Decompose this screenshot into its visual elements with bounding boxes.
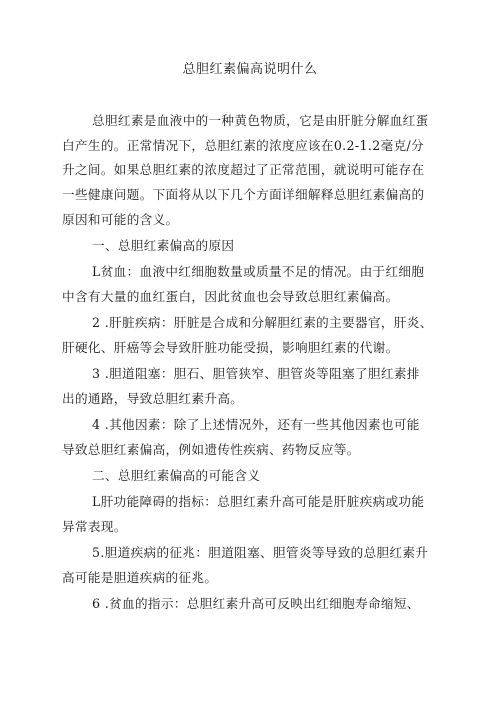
paragraph-line: 白产生的。正常情况下，总胆红素的浓度应该在0.2-1.2毫克/分 (62, 138, 425, 153)
section-heading: 一、总胆红素偏高的原因 (92, 238, 235, 253)
paragraph-line: 升之间。如果总胆红素的浓度超过了正常范围，就说明可能存在 (62, 162, 425, 177)
list-item-line: 5.胆道疾病的征兆：胆道阻塞、胆管炎等导致的总胆红素升 (92, 545, 429, 560)
paragraph-line: 原因和可能的含义。 (62, 212, 179, 227)
document-title: 总胆红素偏高说明什么 (182, 62, 318, 77)
list-item-line: L贫血：血液中红细胞数量或质量不足的情况。由于红细胞 (92, 264, 425, 279)
list-item-line: 出的通路，导致总胆红素升高。 (62, 391, 244, 406)
paragraph-line: 总胆红素是血液中的一种黄色物质，它是由肝脏分解血红蛋 (92, 113, 429, 128)
list-item-line: 高可能是胆道疾病的征兆。 (62, 570, 218, 585)
paragraph-line: 一些健康问题。下面将从以下几个方面详细解释总胆红素偏高的 (62, 187, 425, 202)
list-item-line: 异常表现。 (62, 519, 127, 534)
list-item-line: 3 .胆道阻塞：胆石、胆管狭窄、胆管炎等阻塞了胆红素排 (92, 366, 420, 381)
list-item-line: 2 .肝脏疾病：肝脏是合成和分解胆红素的主要器官，肝炎、 (92, 315, 433, 330)
list-item-line: 导致总胆红素偏高，例如遗传性疾病、药物反应等。 (62, 442, 360, 457)
list-item-line: 6 .贫血的指示：总胆红素升高可反映出红细胞寿命缩短、 (92, 596, 420, 611)
list-item-line: 中含有大量的血红蛋白，因此贫血也会导致总胆红素偏高。 (62, 289, 399, 304)
list-item-line: 肝硬化、肝癌等会导致肝脏功能受损，影响胆红素的代谢。 (62, 340, 399, 355)
list-item-line: L肝功能障碍的指标：总胆红素升高可能是肝脏疾病或功能 (92, 494, 425, 509)
list-item-line: 4 .其他因素：除了上述情况外，还有一些其他因素也可能 (92, 417, 420, 432)
section-heading: 二、总胆红素偏高的可能含义 (92, 468, 261, 483)
